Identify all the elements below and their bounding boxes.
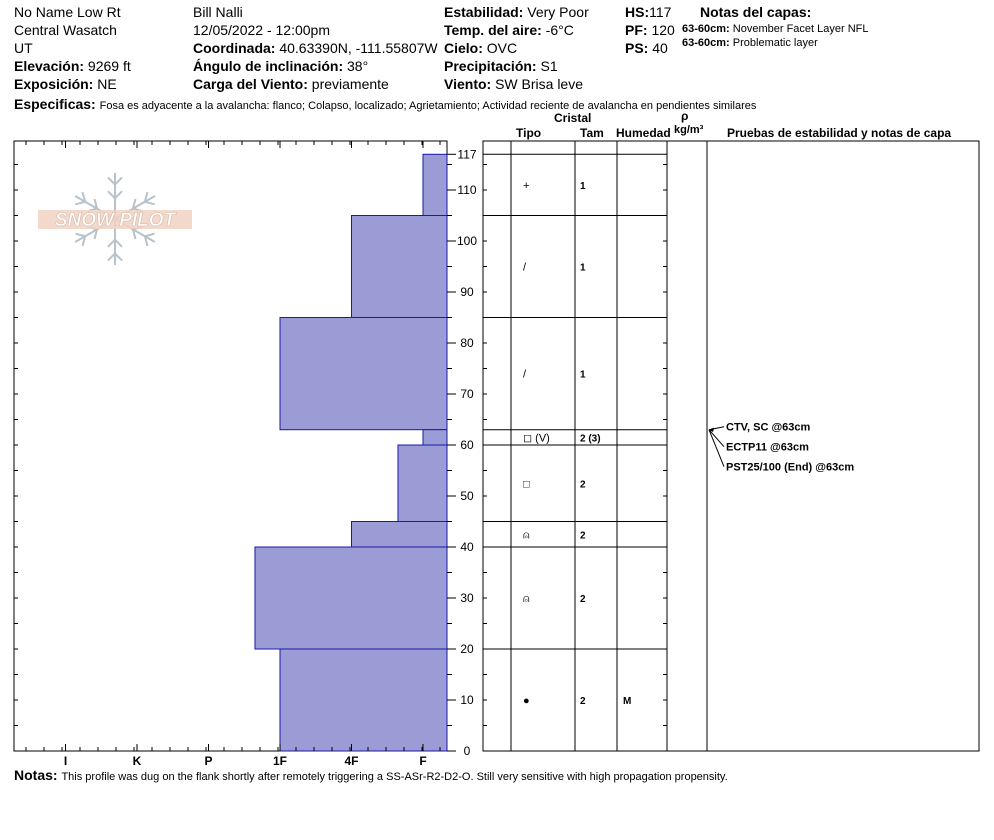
depth-tick-label: 10 <box>460 693 474 707</box>
mountain-range: Central Wasatch <box>14 22 117 38</box>
snowflake-branch <box>108 240 115 247</box>
grain-type: ⍝ <box>523 529 530 542</box>
grain-size: 2 <box>580 696 586 707</box>
hardness-bar <box>280 649 447 751</box>
wind-label: Viento: <box>444 76 492 92</box>
snowflake-branch <box>145 202 155 205</box>
snowpilot-logo <box>38 173 192 265</box>
specifics-value: Fosa es adyacente a la avalancha: flanco; Colapso, localizado; Agrietamiento; Actividad reciente de avalancha en pendientes similares <box>99 100 757 112</box>
snowflake-branch <box>75 234 85 237</box>
grain-type: ◻ (V) <box>523 432 550 445</box>
snowflake-branch <box>115 191 122 198</box>
test-label: ECTP11 @63cm <box>726 441 809 454</box>
air-temp-label: Temp. del aire: <box>444 22 542 38</box>
notes-label: Notas: <box>14 767 58 783</box>
hardness-bar <box>423 154 447 215</box>
wind-value: SW Brisa leve <box>495 76 584 92</box>
depth-tick-label: 30 <box>460 591 474 605</box>
grain-size: 2 <box>580 479 586 491</box>
depth-tick-label: 40 <box>460 540 474 554</box>
depth-tick-label: 100 <box>456 234 478 248</box>
snowflake-branch <box>115 177 122 184</box>
pf-value: 120 <box>651 22 675 38</box>
depth-tick-label: 80 <box>460 336 474 350</box>
hs-label: HS: <box>625 4 650 20</box>
sky-label: Cielo: <box>444 40 483 56</box>
slope-value: 38° <box>347 58 369 74</box>
sky-value: OVC <box>486 40 518 56</box>
hardness-tick-label: P <box>204 754 213 768</box>
hardness-bar <box>280 318 447 430</box>
notes <box>14 767 728 783</box>
grain-size: 1 <box>580 262 586 274</box>
grain-type: + <box>523 179 530 192</box>
aspect-label: Exposición: <box>14 76 94 92</box>
depth-tick-label: 0 <box>463 744 471 758</box>
grain-type: ⍝ <box>523 593 530 605</box>
depth-tick-label: 117 <box>457 147 477 162</box>
grain-type: □ <box>523 478 530 491</box>
hardness-tick-label: K <box>132 754 142 768</box>
depth-tick-label: 60 <box>460 438 474 452</box>
snowflake-branch <box>108 254 115 261</box>
specifics-label: Especificas: <box>14 96 96 112</box>
layer-note-text: November Facet Layer NFL <box>732 23 869 35</box>
grain-type: / <box>523 261 527 274</box>
grain-size: 2 <box>580 594 586 605</box>
wind-load-value: previamente <box>311 76 389 92</box>
hardness-bar <box>398 445 447 522</box>
depth-tick-label: 50 <box>460 489 474 503</box>
grain-type: / <box>523 368 527 381</box>
precip-value: S1 <box>540 58 558 74</box>
hardness-tick-label: F <box>419 754 427 768</box>
depth-tick-label: 90 <box>460 285 474 299</box>
snowflake-branch <box>115 240 122 247</box>
grain-size: 1 <box>580 369 586 381</box>
snowflake-branch <box>75 202 85 205</box>
datetime: 12/05/2022 - 12:00pm <box>193 22 330 38</box>
observer: Bill Nalli <box>193 4 243 20</box>
col-tipo: Tipo <box>516 126 542 140</box>
air-temp-value: -6°C <box>545 22 574 38</box>
pf-label: PF: <box>625 22 648 38</box>
test-leader <box>709 430 724 447</box>
coord-label: Coordinada: <box>193 40 276 56</box>
elevation-label: Elevación: <box>14 58 85 74</box>
moisture: M <box>623 696 632 707</box>
test-label: CTV, SC @63cm <box>726 421 811 434</box>
layer-table-grid <box>483 141 707 751</box>
snowflake-branch <box>145 234 155 237</box>
slope-label: Ángulo de inclinación: <box>193 58 344 74</box>
layer-note-text: Problematic layer <box>732 37 818 49</box>
snowflake-branch <box>115 254 122 261</box>
notes-value: This profile was dug on the flank shortly after remotely triggering a SS-ASr-R2-D2-O. Still very sensitive with high propagation propensity. <box>61 771 728 783</box>
wind-load-label: Carga del Viento: <box>193 76 308 92</box>
hardness-tick-label: I <box>63 754 68 768</box>
ps-value: 40 <box>652 40 668 56</box>
grain-size: 2 <box>580 530 586 542</box>
depth-tick-label: 70 <box>460 387 474 401</box>
col-rho: ρ <box>681 109 689 123</box>
layer-note-depth: 63-60cm: <box>682 37 730 49</box>
hardness-bars <box>255 154 447 751</box>
hardness-bar <box>352 522 448 548</box>
col-humedad: Humedad <box>616 126 671 140</box>
col-cristal: Cristal <box>554 111 592 125</box>
layer-notes-title: Notas del capas: <box>700 4 812 20</box>
stability-value: Very Poor <box>527 4 589 20</box>
site-name: No Name Low Rt <box>14 4 121 20</box>
snowflake-branch <box>108 177 115 184</box>
ps-label: PS: <box>625 40 649 56</box>
test-label: PST25/100 (End) @63cm <box>726 461 855 474</box>
col-density-unit: kg/m³ <box>674 124 704 136</box>
snowflake-branch <box>108 191 115 198</box>
precip-label: Precipitación: <box>444 58 537 74</box>
aspect-value: NE <box>97 76 117 92</box>
state: UT <box>14 40 33 56</box>
grain-size: 1 <box>580 180 586 192</box>
stability-tests <box>709 422 854 474</box>
col-tests: Pruebas de estabilidad y notas de capa <box>727 126 952 140</box>
test-leader <box>709 430 724 467</box>
depth-tick-label: 110 <box>457 183 477 197</box>
hardness-tick-label: 1F <box>272 754 288 768</box>
layer-table-cells <box>523 180 631 707</box>
coord-value: 40.63390N, -111.55807W <box>279 40 438 56</box>
hardness-bar <box>255 547 447 649</box>
depth-tick-label: 20 <box>460 642 474 656</box>
hs-value: 117 <box>649 4 672 20</box>
hardness-bar <box>423 430 447 445</box>
layer-note-depth: 63-60cm: <box>682 23 730 35</box>
snowpilot-logo-text: SNOW PILOT <box>54 210 176 231</box>
elevation-value: 9269 ft <box>87 58 131 74</box>
hardness-bar <box>352 216 448 318</box>
hardness-tick-label: 4F <box>344 754 359 768</box>
stability-label: Estabilidad: <box>444 4 524 20</box>
col-tam: Tam <box>580 126 604 140</box>
grain-size: 2 (3) <box>580 433 601 445</box>
grain-type: ● <box>523 695 530 707</box>
